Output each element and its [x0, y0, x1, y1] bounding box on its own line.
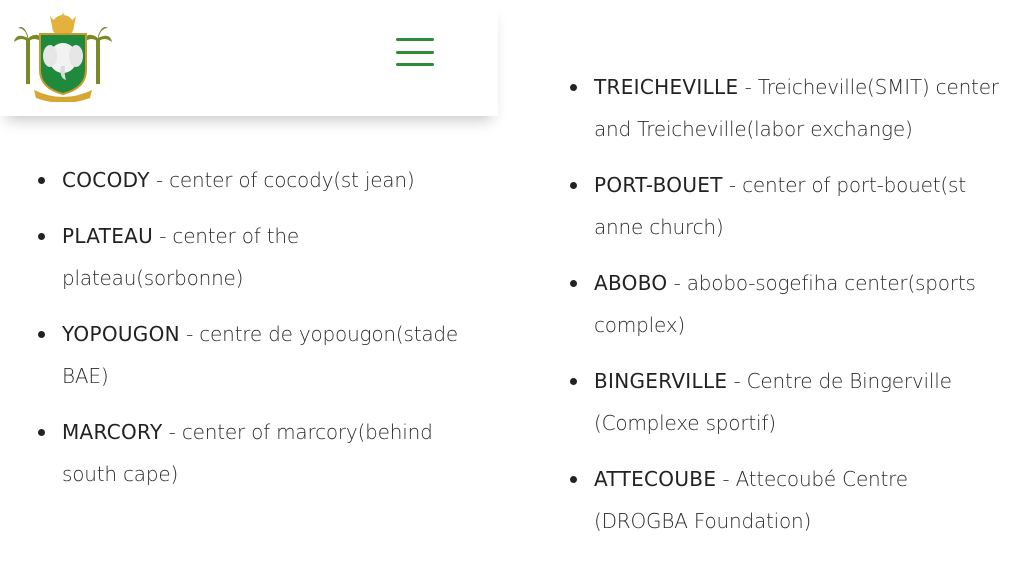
city-description: - center of marcory(behind south cape)	[62, 420, 433, 486]
city-name: YOPOUGON	[62, 322, 180, 346]
city-name: PORT-BOUET	[594, 173, 723, 197]
city-name: PLATEAU	[62, 224, 154, 248]
list-item	[32, 411, 472, 495]
city-description: - centre de yopougon(stade BAE)	[62, 322, 458, 388]
list-item	[564, 164, 1004, 248]
list-item	[564, 360, 1004, 444]
city-description: - Treicheville(SMIT) center and Treicheville(labor exchange)	[594, 75, 999, 141]
city-description: - Centre de Bingerville (Complexe sportif)	[594, 369, 952, 435]
city-description: - center of the plateau(sorbonne)	[62, 224, 299, 290]
city-description: - center of cocody(st jean)	[149, 168, 415, 192]
city-description: - Attecoubé Centre (DROGBA Foundation)	[594, 467, 908, 533]
hamburger-menu-icon[interactable]	[396, 38, 434, 66]
city-name: BINGERVILLE	[594, 369, 728, 393]
city-name: TREICHEVILLE	[594, 75, 739, 99]
menu-bar	[396, 63, 434, 66]
menu-bar	[396, 38, 434, 41]
right-location-list	[564, 66, 1004, 542]
city-description: - center of port-bouet(st anne church)	[594, 173, 966, 239]
city-name: MARCORY	[62, 420, 163, 444]
list-item	[564, 66, 1004, 150]
list-item	[32, 215, 472, 299]
city-name: COCODY	[62, 168, 150, 192]
site-header	[0, 0, 498, 116]
left-location-list	[32, 159, 472, 495]
coat-of-arms-icon[interactable]	[14, 12, 112, 102]
menu-bar	[396, 51, 434, 54]
list-item	[32, 159, 472, 201]
city-description: - abobo-sogefiha center(sports complex)	[594, 271, 976, 337]
city-name: ATTECOUBE	[594, 467, 717, 491]
list-item	[564, 262, 1004, 346]
list-item	[564, 458, 1004, 542]
city-name: ABOBO	[594, 271, 668, 295]
list-item	[32, 313, 472, 397]
